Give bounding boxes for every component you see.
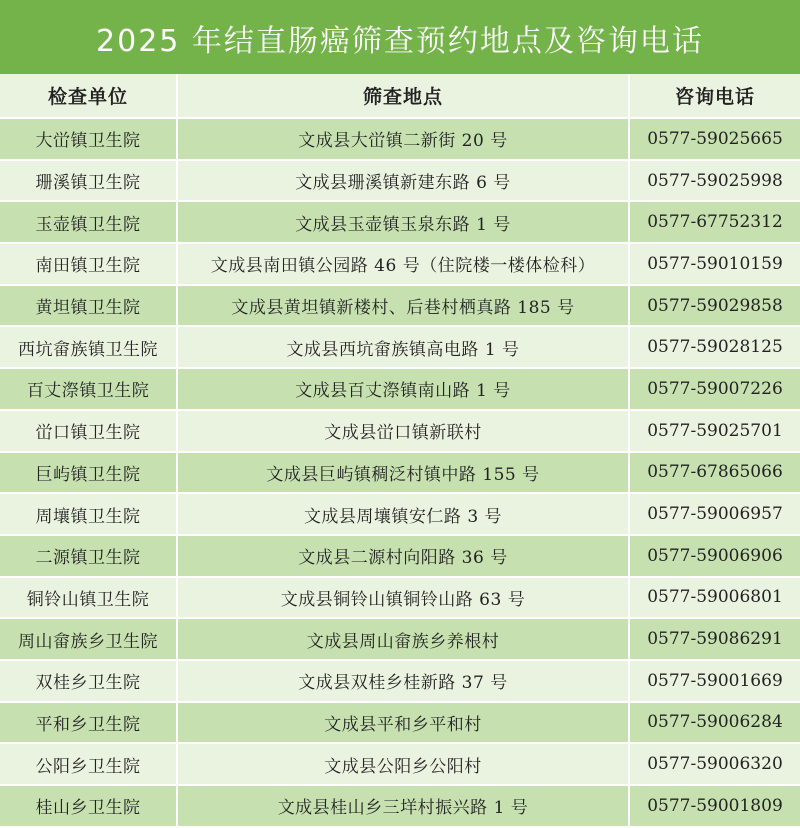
table-header-row: [0, 74, 800, 118]
phone-cell: 0577-59001809: [629, 785, 800, 827]
table-row: [0, 410, 800, 452]
table-row: [0, 702, 800, 744]
table-row: [0, 785, 800, 827]
table-row: [0, 577, 800, 619]
address-cell: 文成县玉壶镇玉泉东路 1 号: [177, 201, 629, 243]
phone-cell: 0577-67752312: [629, 201, 800, 243]
address-cell: 文成县珊溪镇新建东路 6 号: [177, 160, 629, 202]
address-cell: 文成县大峃镇二新街 20 号: [177, 118, 629, 160]
address-cell: 文成县峃口镇新联村: [177, 410, 629, 452]
table-row: [0, 118, 800, 160]
phone-cell: 0577-67865066: [629, 452, 800, 494]
unit-cell: 周山畲族乡卫生院: [0, 618, 177, 660]
address-cell: 文成县周山畲族乡养根村: [177, 618, 629, 660]
unit-cell: 黄坦镇卫生院: [0, 285, 177, 327]
phone-cell: 0577-59029858: [629, 285, 800, 327]
phone-cell: 0577-59086291: [629, 618, 800, 660]
unit-cell: 百丈漈镇卫生院: [0, 368, 177, 410]
unit-cell: 铜铃山镇卫生院: [0, 577, 177, 619]
phone-cell: 0577-59028125: [629, 326, 800, 368]
unit-cell: 大峃镇卫生院: [0, 118, 177, 160]
unit-cell: 双桂乡卫生院: [0, 660, 177, 702]
phone-cell: 0577-59006957: [629, 493, 800, 535]
address-cell: 文成县南田镇公园路 46 号（住院楼一楼体检科）: [177, 243, 629, 285]
unit-cell: 桂山乡卫生院: [0, 785, 177, 827]
phone-cell: 0577-59010159: [629, 243, 800, 285]
table-row: [0, 243, 800, 285]
phone-cell: 0577-59025665: [629, 118, 800, 160]
address-cell: 文成县公阳乡公阳村: [177, 743, 629, 785]
phone-cell: 0577-59006906: [629, 535, 800, 577]
address-cell: 文成县巨屿镇稠泛村镇中路 155 号: [177, 452, 629, 494]
phone-cell: 0577-59025998: [629, 160, 800, 202]
table-body: [0, 118, 800, 827]
address-cell: 文成县黄坦镇新楼村、后巷村栖真路 185 号: [177, 285, 629, 327]
address-cell: 文成县周壤镇安仁路 3 号: [177, 493, 629, 535]
column-header-unit: 检查单位: [0, 74, 177, 118]
phone-cell: 0577-59006801: [629, 577, 800, 619]
phone-cell: 0577-59001669: [629, 660, 800, 702]
unit-cell: 周壤镇卫生院: [0, 493, 177, 535]
address-cell: 文成县西坑畲族镇高电路 1 号: [177, 326, 629, 368]
phone-cell: 0577-59006284: [629, 702, 800, 744]
page-title: 2025 年结直肠癌筛查预约地点及咨询电话: [0, 0, 800, 74]
table-row: [0, 285, 800, 327]
unit-cell: 公阳乡卫生院: [0, 743, 177, 785]
table-row: [0, 493, 800, 535]
table-row: [0, 368, 800, 410]
table-row: [0, 618, 800, 660]
phone-cell: 0577-59006320: [629, 743, 800, 785]
address-cell: 文成县平和乡平和村: [177, 702, 629, 744]
table-row: [0, 201, 800, 243]
table-row: [0, 452, 800, 494]
phone-cell: 0577-59007226: [629, 368, 800, 410]
unit-cell: 平和乡卫生院: [0, 702, 177, 744]
phone-cell: 0577-59025701: [629, 410, 800, 452]
address-cell: 文成县二源村向阳路 36 号: [177, 535, 629, 577]
table-row: [0, 326, 800, 368]
unit-cell: 西坑畲族镇卫生院: [0, 326, 177, 368]
screening-locations-table: [0, 74, 800, 828]
table-row: [0, 743, 800, 785]
address-cell: 文成县百丈漈镇南山路 1 号: [177, 368, 629, 410]
column-header-phone: 咨询电话: [629, 74, 800, 118]
unit-cell: 巨屿镇卫生院: [0, 452, 177, 494]
unit-cell: 玉壶镇卫生院: [0, 201, 177, 243]
table-row: [0, 660, 800, 702]
address-cell: 文成县双桂乡桂新路 37 号: [177, 660, 629, 702]
unit-cell: 峃口镇卫生院: [0, 410, 177, 452]
unit-cell: 珊溪镇卫生院: [0, 160, 177, 202]
address-cell: 文成县桂山乡三垟村振兴路 1 号: [177, 785, 629, 827]
unit-cell: 二源镇卫生院: [0, 535, 177, 577]
table-row: [0, 535, 800, 577]
table-row: [0, 160, 800, 202]
unit-cell: 南田镇卫生院: [0, 243, 177, 285]
address-cell: 文成县铜铃山镇铜铃山路 63 号: [177, 577, 629, 619]
column-header-address: 筛查地点: [177, 74, 629, 118]
